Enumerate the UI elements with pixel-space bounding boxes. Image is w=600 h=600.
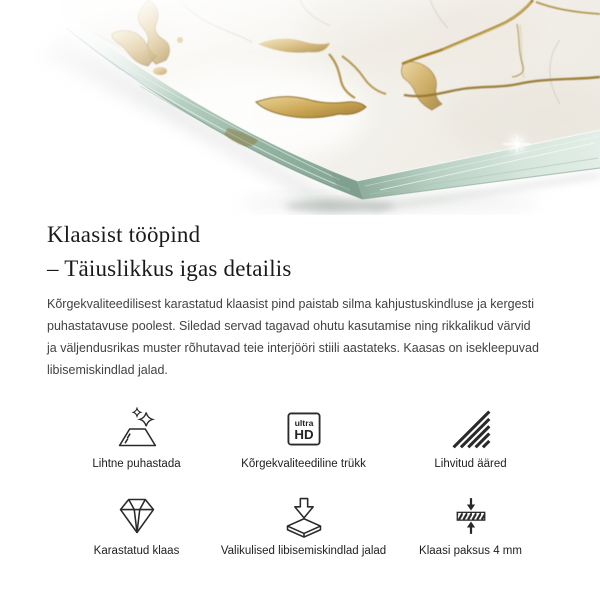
description-line: ja väljendusrikas muster rõhutavad teie interjööri stiili aastateks. Kaasas on isekleepuvad <box>47 341 539 355</box>
product-description <box>47 293 560 381</box>
feature-label: Lihvitud ääred <box>434 458 507 470</box>
feature-anti-slip-feet <box>220 494 387 559</box>
polished-edges-icon <box>449 407 493 451</box>
feature-ultra-hd-print <box>220 407 387 472</box>
description-line: Kõrgekvaliteedilisest karastatud klaasist pind paistab silma kahjustuskindluse ja kergesti <box>47 297 535 311</box>
page-title <box>47 218 560 286</box>
glass-thickness-icon <box>449 494 493 538</box>
feature-glass-thickness <box>387 494 554 559</box>
feature-label: Lihtne puhastada <box>92 458 181 470</box>
feature-polished-edges <box>387 407 554 472</box>
anti-slip-feet-icon <box>282 494 326 538</box>
glass-worktop-photo <box>0 0 600 215</box>
feature-label: Karastatud klaas <box>93 545 180 557</box>
hd-text: HD <box>293 427 314 443</box>
product-photo <box>0 0 600 215</box>
feature-easy-clean <box>53 407 220 472</box>
feature-grid <box>47 407 560 559</box>
clean-sparkle-icon <box>115 407 159 451</box>
ultra-hd-icon <box>282 407 326 451</box>
title-line-1: Klaasist tööpind <box>47 222 201 247</box>
tempered-glass-diamond-icon <box>115 494 159 538</box>
feature-label: Kõrgekvaliteediline trükk <box>241 458 366 470</box>
feature-label: Klaasi paksus 4 mm <box>419 545 522 557</box>
feature-tempered-glass <box>53 494 220 559</box>
white-fade-overlay <box>0 0 600 215</box>
description-line: libisemiskindlad jalad. <box>47 363 168 377</box>
title-line-2: – Täiuslikkus igas detailis <box>47 256 292 281</box>
description-line: puhastatavuse poolest. Siledad servad tagavad ohutu kasutamise ning rikkalikud värvid <box>47 319 531 333</box>
feature-label: Valikulised libisemiskindlad jalad <box>220 545 387 557</box>
product-description-section <box>0 215 600 559</box>
ultra-text: ultra <box>294 417 313 428</box>
